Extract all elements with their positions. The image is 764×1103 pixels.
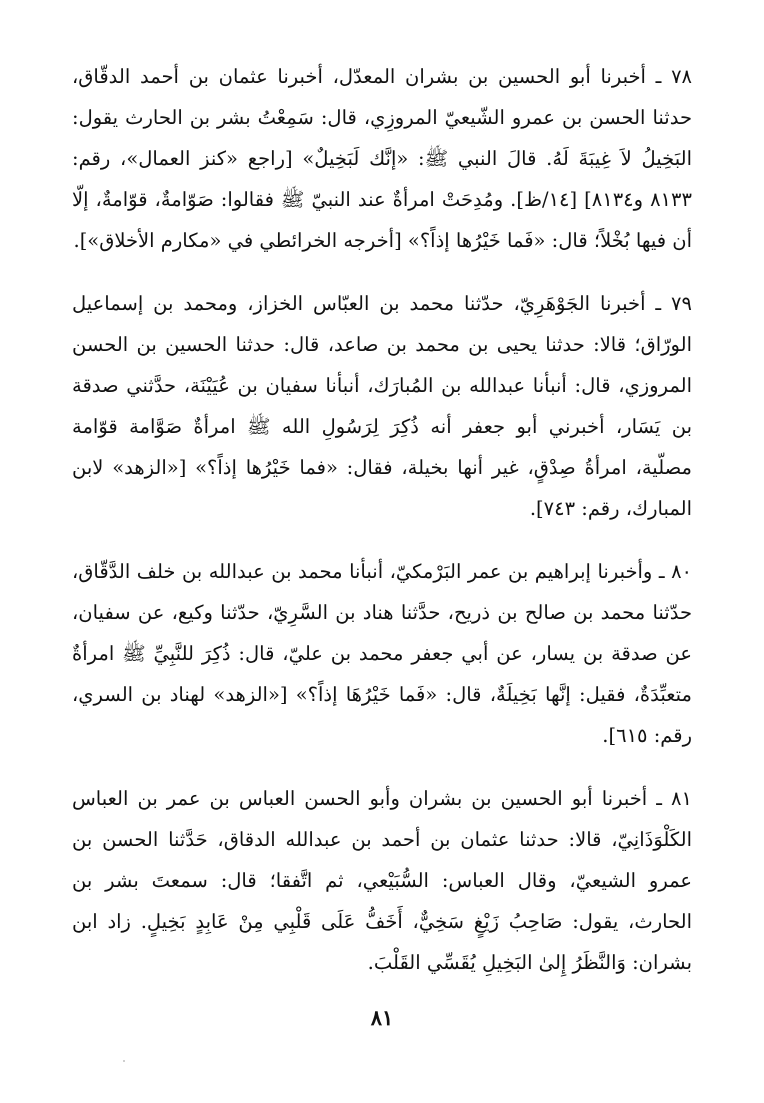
line: بَخِيلٍ. زاد ابن بشران: وَالنَّظَرُ إِلىٰ البَخِيلِ يُقَسِّي القَلْبَ. [72,910,692,974]
line: فقال: «فما خَيْرُها إذاً؟» [«الزهد» لابن المبارك، رقم: ٧٤٣]. [72,456,692,520]
line: لِرَسُولِ الله ﷺ امرأةٌ صَوَّامة قوّامة مصلّية، امرأةُ صِدْقٍ، غير أنها بخيلة، [72,415,693,479]
line: الحسن بن عمرو الشيعيّ، وقال العباس: السُّبَيْعي، ثم اتَّفقا؛ قال: سمعتَ [72,828,692,892]
line: قال: «فَما خَيْرُها إذاً؟» [أخرجه الخرائطي في «مكارم الأخلاق»]. [73,229,588,252]
line: أنبأنا سفيان بن عُيَيْنَة، حدَّثني صدقة بن يَسَار، أخبرني أبو جعفر أنه ذُكِرَ [72,374,692,438]
line: هناد بن السَّرِيّ، حدّثنا وكيع، عن سفيان، عن صدقة بن يسار، عن أبي [72,601,692,665]
page-body [72,56,692,1005]
line: أحمد الدقّاق، حدثنا الحسن بن عمرو الشّيعيّ المروزِي، قال: سَمِعْتُ [72,65,693,129]
line: ٨٠ ـ وأخبرنا إبراهيم بن عمر البَرْمكيّ، أنبأنا محمد بن [271,560,693,583]
page-number: ٨١ [370,1005,394,1030]
line: لَبَخِيلٌ» [راجع «كنز العمال»، رقم: ٨١٣٣ و٨١٣٤] [١٤/ظ]. [72,147,692,211]
line: ومُدِحَتْ امرأةٌ عند النبيّ ﷺ فقالوا: صَوّامةٌ، قوّامةٌ، إلّا أن فيها بُخْلاً؛ [72,188,692,252]
line: بشر بن الحارث، يقول: صَاحِبُ زَيْغٍ سَخِيٌّ، أَخَفُّ عَلَى قَلْبِي مِنْ عَابِدٍ [72,869,692,933]
line: ٧٨ ـ أخبرنا أبو الحسين بن بشران المعدّل، أخبرنا عثمان بن [188,65,693,88]
line: ٧٩ ـ أخبرنا الجَوْهَرِيّ، حدّثنا محمد بن العبّاس الخزاز، [247,292,692,315]
hadith-79 [72,283,692,529]
line: بشر بن الحارث يقول: البَخِيلُ لاَ غِيبَةَ لَهُ. قالَ النبي ﷺ: «إنَّك [72,106,693,170]
line: بَخِيلَةٌ، قال: «فَما خَيْرُهَا إذاً؟» [«الزهد» لهناد بن السري، رقم: ٦١٥]. [72,683,692,747]
hadith-80 [72,551,692,756]
line: ٨١ ـ أخبرنا أبو الحسين بن بشران وأبو الحسن العباس بن عمر بن [137,787,692,810]
line: جعفر محمد بن عليّ، قال: ذُكِرَ للنَّبِيِّ ﷺ امرأةٌ متعبِّدَةٌ، فقيل: إنَّها [72,642,692,706]
line: العباس الكَلْوَذَانِيّ، قالا: حدثنا عثمان بن أحمد بن عبدالله الدقاق، حَدَّثنا [72,787,692,851]
scan-speck [123,1060,125,1062]
line: ومحمد بن إسماعيل الورّاق؛ قالا: حدثنا يحيى بن محمد بن صاعد، [72,292,692,356]
hadith-81 [72,778,692,983]
line: قال: حدثنا الحسين بن الحسن المروزي، قال: أنبأنا عبدالله بن المُبارَك، [72,333,692,397]
hadith-78 [72,56,692,261]
line: عبدالله بن خلف الدَّقّاق، حدّثنا محمد بن صالح بن ذريح، حدَّثنا [72,560,692,624]
